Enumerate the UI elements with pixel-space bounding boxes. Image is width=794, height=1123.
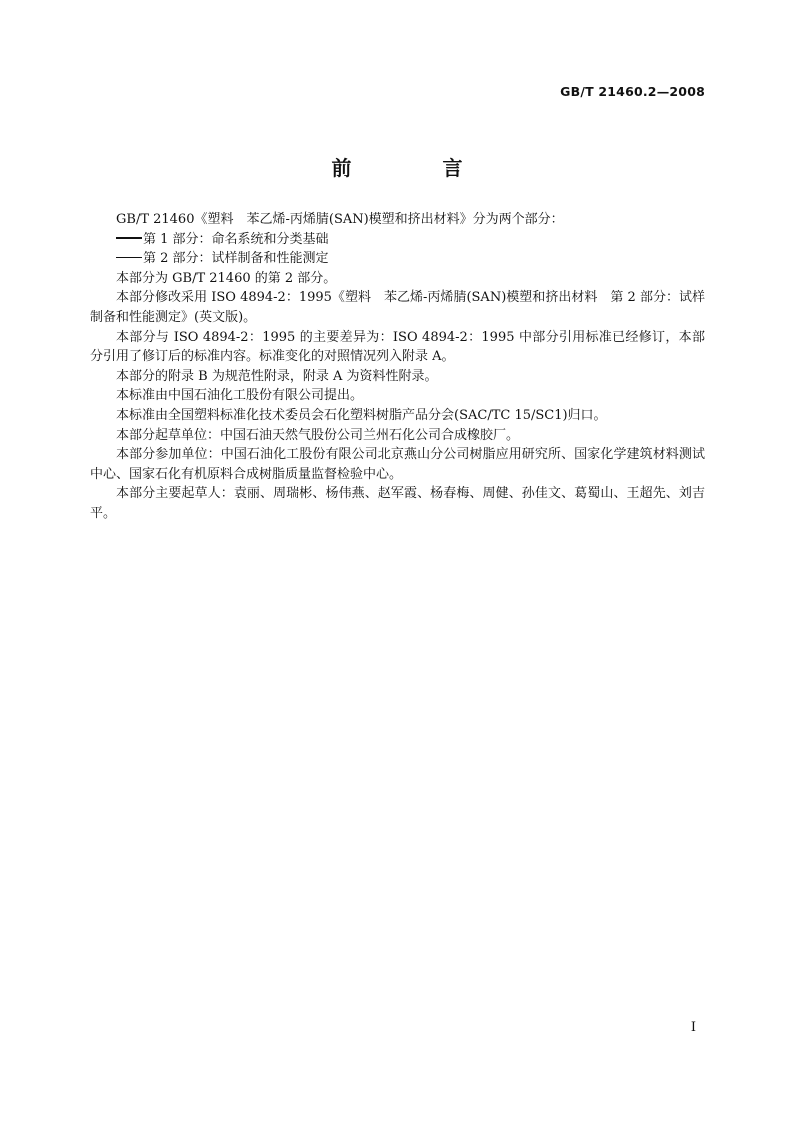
em-dash-mark [116, 257, 142, 258]
paragraph-differences: 本部分与 ISO 4894-2：1995 的主要差异为：ISO 4894-2：1995 中部分引用标准已经修订，本部分引用了修订后的标准内容。标准变化的对照情况列入附录 A。 [90, 329, 705, 365]
list-item-part-1 [90, 230, 705, 250]
em-dash-mark [116, 237, 142, 238]
paragraph-proposer: 本标准由中国石油化工股份有限公司提出。 [116, 388, 364, 404]
paragraph-annexes: 本部分的附录 B 为规范性附录，附录 A 为资料性附录。 [116, 368, 438, 384]
paragraph-drafting-unit: 本部分起草单位：中国石油天然气股份公司兰州石化公司合成橡胶厂。 [116, 427, 520, 443]
paragraph-intro: GB/T 21460《塑料 苯乙烯-丙烯腈(SAN)模塑和挤出材料》分为两个部分： [116, 212, 564, 227]
paragraph-participating-units: 本部分参加单位：中国石油化工股份有限公司北京燕山分公司树脂应用研究所、国家化学建筑材料测试中心、国家石化有机原料合成树脂质量监督检验中心。 [90, 447, 705, 482]
list-item-part-2-text: 第 2 部分：试样制备和性能测定 [143, 251, 329, 267]
list-item-part-1-text: 第 1 部分：命名系统和分类基础 [143, 231, 329, 247]
preface-body [90, 210, 705, 524]
page-title: 前 言 [331, 156, 505, 180]
paragraph-adoption: 本部分修改采用 ISO 4894-2：1995《塑料 苯乙烯-丙烯腈(SAN)模塑和挤出材料 第 2 部分：试样制备和性能测定》(英文版)。 [90, 290, 705, 325]
paragraph-drafters: 本部分主要起草人：袁丽、周瑞彬、杨伟燕、赵军霞、杨春梅、周健、孙佳文、葛蜀山、王超先、刘吉平。 [90, 486, 705, 521]
list-item-part-2 [90, 249, 705, 269]
paragraph-committee: 本标准由全国塑料标准化技术委员会石化塑料树脂产品分会(SAC/TC 15/SC1)归口。 [116, 407, 607, 423]
page-number: I [690, 1020, 696, 1035]
standard-number: GB/T 21460.2—2008 [560, 84, 705, 99]
paragraph-scope: 本部分为 GB/T 21460 的第 2 部分。 [116, 270, 337, 286]
